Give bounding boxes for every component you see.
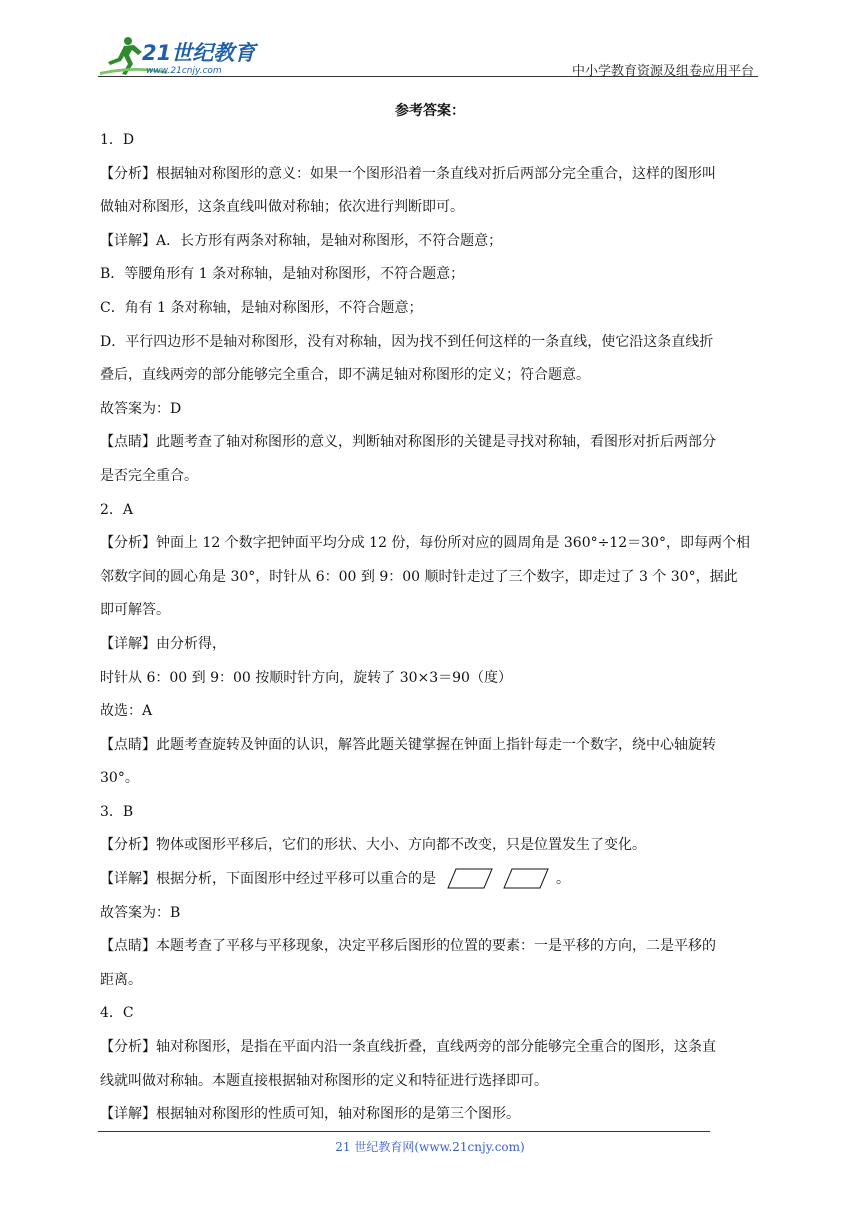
platform-name: 中小学教育资源及组卷应用平台 xyxy=(571,64,754,79)
q3-final: 故答案为：B xyxy=(100,904,181,921)
q4-answer: 4．C xyxy=(100,1005,134,1022)
q2-comment-line1: 【点睛】此题考查旋转及钟面的认识，解答此题关键掌握在钟面上指针每走一个数字，绕中心轴旋转 xyxy=(100,736,716,753)
q4-analysis-line2: 线就叫做对称轴。本题直接根据轴对称图形的定义和特征进行选择即可。 xyxy=(100,1072,548,1089)
q1-comment-line1: 【点睛】此题考查了轴对称图形的意义，判断轴对称图形的关键是寻找对称轴，看图形对折后两部分 xyxy=(100,434,716,451)
page-header xyxy=(98,30,758,78)
q4-analysis-line1: 【分析】轴对称图形，是指在平面内沿一条直线折叠，直线两旁的部分能够完全重合的图形，这条直 xyxy=(100,1039,716,1056)
q1-analysis-line2: 做轴对称图形，这条直线叫做对称轴；依次进行判断即可。 xyxy=(100,199,464,216)
q2-detail-line2: 时针从 6：00 到 9：00 按顺时针方向，旋转了 30×3＝90（度） xyxy=(100,669,512,686)
q3-comment-line1: 【点睛】本题考查了平移与平移现象，决定平移后图形的位置的要素：一是平移的方向，二是平移的 xyxy=(100,938,716,955)
site-logo xyxy=(98,34,268,78)
page-title: 参考答案： xyxy=(395,103,465,119)
q1-detail-d-line2: 叠后，直线两旁的部分能够完全重合，即不满足轴对称图形的定义；符合题意。 xyxy=(100,367,590,384)
q2-analysis-line2: 邻数字间的圆心角是 30°，时针从 6：00 到 9：00 顺时针走过了三个数字，即走过了 3 个 30°，据此 xyxy=(100,568,738,585)
parallelogram-figures xyxy=(446,866,550,892)
q1-final: 故答案为：D xyxy=(100,400,182,417)
q1-answer: 1．D xyxy=(100,132,135,148)
footer-divider xyxy=(98,1131,710,1132)
q2-analysis-line3: 即可解答。 xyxy=(100,602,170,619)
q2-comment-line2: 30°。 xyxy=(100,770,139,787)
q1-detail-a: 【详解】A．长方形有两条对称轴，是轴对称图形，不符合题意； xyxy=(100,232,503,249)
header-divider xyxy=(98,76,758,77)
parallelogram-shape-1 xyxy=(448,869,492,888)
q1-detail-d-line1: D．平行四边形不是轴对称图形，没有对称轴，因为找不到任何这样的一条直线，使它沿这条直线折 xyxy=(100,333,714,350)
q1-detail-c: C．角有 1 条对称轴，是轴对称图形，不符合题意； xyxy=(100,299,423,316)
q3-detail-text: 【详解】根据分析，下面图形中经过平移可以重合的是 xyxy=(100,871,436,888)
q1-comment-line2: 是否完全重合。 xyxy=(100,467,198,484)
q4-detail: 【详解】根据轴对称图形的性质可知，轴对称图形的是第三个图形。 xyxy=(100,1106,520,1123)
logo-text: 21世纪教育 xyxy=(142,41,256,65)
q3-answer: 3．B xyxy=(100,803,134,820)
logo-url: www.21cnjy.com xyxy=(146,66,222,76)
parallelogram-shape-2 xyxy=(504,869,548,888)
q3-analysis: 【分析】物体或图形平移后，它们的形状、大小、方向都不改变，只是位置发生了变化。 xyxy=(100,837,646,854)
q3-detail xyxy=(100,863,764,897)
q2-detail-line1: 【详解】由分析得， xyxy=(100,635,226,652)
answer-content xyxy=(100,124,764,1132)
q2-final: 故选：A xyxy=(100,703,153,720)
q2-analysis-line1: 【分析】钟面上 12 个数字把钟面平均分成 12 份，每份所对应的圆周角是 360°÷12＝30°，即每两个相 xyxy=(100,535,750,552)
q3-comment-line2: 距离。 xyxy=(100,971,142,988)
page-footer: 21 世纪教育网(www.21cnjy.com) xyxy=(335,1140,525,1154)
q1-detail-b: B．等腰角形有 1 条对称轴，是轴对称图形，不符合题意； xyxy=(100,266,465,283)
q3-detail-end: 。 xyxy=(556,871,570,888)
q2-answer: 2．A xyxy=(100,501,134,518)
q1-analysis-line1: 【分析】根据轴对称图形的意义：如果一个图形沿着一条直线对折后两部分完全重合，这样的图形叫 xyxy=(100,165,716,182)
